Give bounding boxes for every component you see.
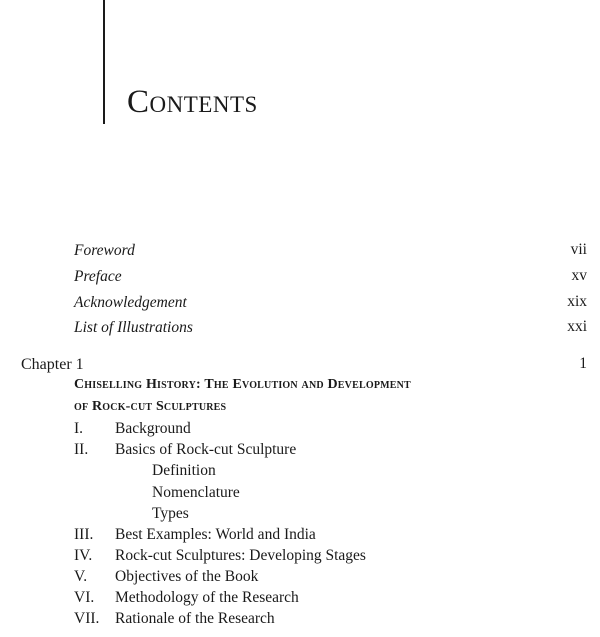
section-title: Best Examples: World and India <box>115 526 316 543</box>
section-title: Background <box>115 420 191 437</box>
toc-page-acknowledgement: xix <box>567 293 587 310</box>
toc-page-foreword: vii <box>570 241 587 258</box>
section-title: Methodology of the Research <box>115 589 299 606</box>
subsection-title: Types <box>152 505 189 522</box>
section-title: Rock-cut Sculptures: Developing Stages <box>115 547 366 564</box>
subsection-title: Nomenclature <box>152 484 240 501</box>
section-number: II. <box>74 441 89 458</box>
chapter-page: 1 <box>579 355 587 372</box>
vertical-rule <box>103 0 105 124</box>
section-title: Rationale of the Research <box>115 610 275 627</box>
section-title: Basics of Rock-cut Sculpture <box>115 441 297 458</box>
toc-page-list-of-illustrations: xxi <box>567 318 587 335</box>
chapter-title-line1: Chiselling History: The Evolution and Development <box>74 377 411 392</box>
section-number: III. <box>74 526 94 543</box>
toc-entry-list-of-illustrations: List of Illustrations <box>74 319 193 336</box>
toc-entry-acknowledgement: Acknowledgement <box>74 294 187 311</box>
section-number: IV. <box>74 547 93 564</box>
subsection-title: Definition <box>152 462 216 479</box>
section-number: V. <box>74 568 88 585</box>
toc-entry-preface: Preface <box>74 268 122 285</box>
section-number: I. <box>74 420 84 437</box>
section-number: VII. <box>74 610 100 627</box>
chapter-title-line2: of Rock-cut Sculptures <box>74 399 227 414</box>
section-title: Objectives of the Book <box>115 568 259 585</box>
page-title: Contents <box>127 84 258 120</box>
chapter-label: Chapter 1 <box>21 356 84 373</box>
toc-entry-foreword: Foreword <box>74 242 135 259</box>
toc-page-preface: xv <box>571 267 587 284</box>
section-number: VI. <box>74 589 95 606</box>
